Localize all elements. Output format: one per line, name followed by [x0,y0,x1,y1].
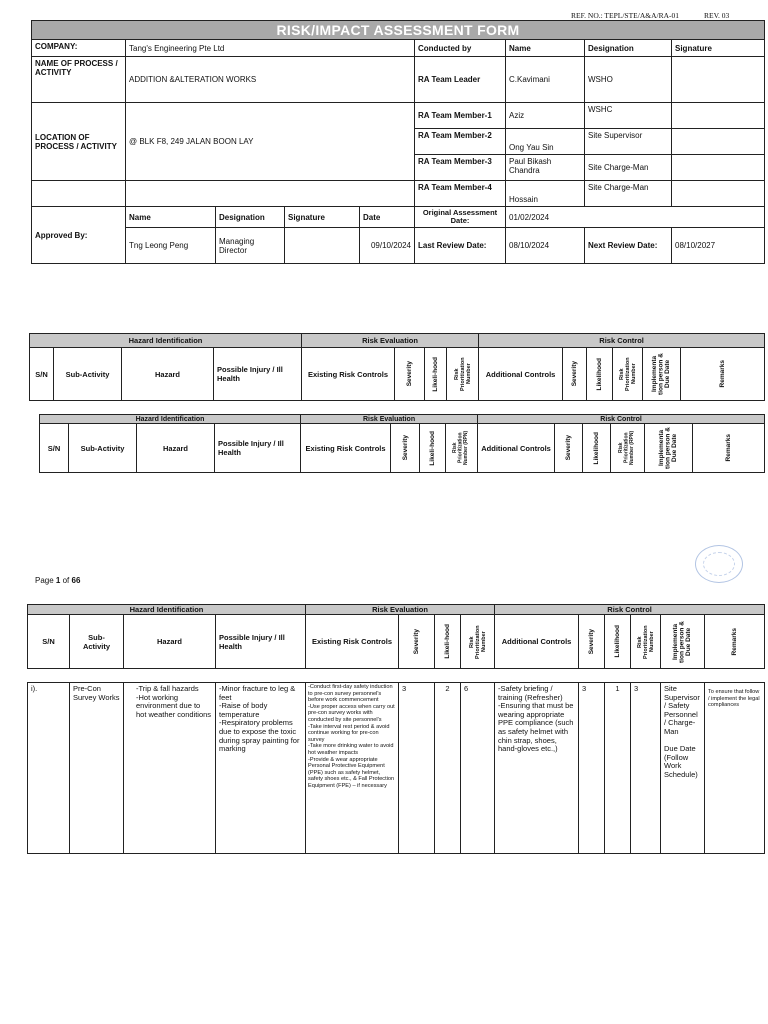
page-number [35,576,80,585]
implementation-header: Implementa tion person & Due Date [671,620,692,663]
row-existing-controls: -Conduct first-day safety induction to pre-con survey personnel's before work commencement -Use proper access when carry out pre-con survey works with conducted by site personnel's -Take interval rest period & avoid continue working for pre-con survey -Take more drinking water to avoid hot weather impacts -Provide & wear appropriate Personal Protective Equipment (PPE) such as safety helmet, safety shoes etc., & Fall Protection Equipment (FPE) – if necessary [306,683,399,854]
last-review-date: 08/10/2024 [506,228,585,264]
injury-header: Possible Injury / Ill Health [214,348,302,401]
row-rpn: 6 [461,683,495,854]
hazard-header: Hazard [122,348,214,401]
sub-activity-header: Sub- Activity [70,615,124,669]
team-member-3-name: Paul Bikash Chandra [506,155,585,181]
rpn-control-header: Risk Prioritization Number [618,357,637,391]
team-leader-name: C.Kavimani [506,57,585,103]
approved-by-label: Approved By: [32,207,126,264]
team-leader-signature [672,57,765,103]
process-value: ADDITION &ALTERATION WORKS [126,57,415,103]
row-injury: -Minor fracture to leg & feet -Raise of body temperature -Respiratory problems due to expose the toxic during spray painting for marking [216,683,306,854]
row-likelihood-after: 1 [605,683,631,854]
revision-number: REV. 03 [704,11,730,20]
hazard-data-table [27,682,765,854]
team-member-1-name: Aziz [506,103,585,129]
team-member-4-name: Hossain [506,181,585,207]
signature-column-header: Signature [672,40,765,57]
approver-designation-header: Designation [216,207,285,228]
rpn-header: Risk Prioritization Number [468,624,487,659]
row-rpn-after: 3 [631,683,661,854]
team-member-1-signature [672,103,765,129]
row-additional-controls: -Safety briefing / training (Refresher) -Ensuring that must be wearing appropriate PPE compliance (such as safety helmet with chin strap, shoes, hand-gloves etc.,) [495,683,579,854]
implementation-header: Implementa tion person & Due Date [657,427,678,469]
conducted-by-label: Conducted by [415,40,506,57]
hazard-identification-group: Hazard Identification [30,334,302,348]
row-sn: i). [28,683,70,854]
risk-control-group: Risk Control [479,334,765,348]
approver-signature [285,228,360,264]
company-value: Tang's Engineering Pte Ltd [126,40,415,57]
row-hazard: -Trip & fall hazards -Hot working environment due to hot weather conditions [124,683,216,854]
table-row [28,683,765,854]
row-likelihood: 2 [435,683,461,854]
risk-evaluation-group: Risk Evaluation [306,605,495,615]
approver-date-header: Date [360,207,415,228]
page-total: 66 [71,576,81,585]
existing-controls-header: Existing Risk Controls [302,348,395,401]
company-label: COMPANY: [32,40,126,57]
sn-header: S/N [40,424,69,473]
severity-control-header: Severity [565,435,573,461]
row-implementation: Site Supervisor / Safety Personnel / Charge-Man Due Date (Follow Work Schedule) [661,683,705,854]
additional-controls-header: Additional Controls [478,424,555,473]
page-label: Page [35,576,54,585]
sn-header: S/N [28,615,70,669]
team-member-4-designation: Site Charge-Man [585,181,672,207]
likelihood-header: Likeli-hood [444,624,452,659]
last-review-label: Last Review Date: [415,228,506,264]
implementation-header: Implementa tion person & Due Date [650,353,671,395]
injury-header: Possible Injury / Ill Health [215,424,301,473]
hazard-header-table-3 [27,604,765,669]
team-member-2-designation: Site Supervisor [585,129,672,155]
risk-evaluation-group: Risk Evaluation [302,334,479,348]
location-label: LOCATION OF PROCESS / ACTIVITY [32,103,126,181]
process-label: NAME OF PROCESS / ACTIVITY [32,57,126,103]
likelihood-control-header: Likelihood [614,625,622,658]
rpn-header: Risk Prioritization Number (RPN) [452,430,470,466]
next-review-label: Next Review Date: [585,228,672,264]
hazard-header: Hazard [124,615,216,669]
severity-header: Severity [401,435,409,461]
team-leader-role: RA Team Leader [415,57,506,103]
remarks-header: Remarks [731,627,739,656]
row-severity: 3 [399,683,435,854]
page-of: of [62,576,70,585]
severity-header: Severity [413,628,421,655]
additional-controls-header: Additional Controls [495,615,579,669]
hazard-header-table-2 [39,414,765,473]
severity-control-header: Severity [571,361,579,387]
hazard-identification-group: Hazard Identification [40,415,301,424]
designation-column-header: Designation [585,40,672,57]
approver-name: Tng Leong Peng [126,228,216,264]
team-member-2-signature [672,129,765,155]
team-member-3-designation: Site Charge-Man [585,155,672,181]
rpn-control-header: Risk Prioritization Number (RPN) [618,430,636,466]
team-member-2-role: RA Team Member-2 [415,129,506,155]
rpn-header: Risk Prioritization Number [453,357,472,391]
row-remarks: To ensure that follow / implement the legal compliances [705,683,765,854]
approver-designation: Managing Director [216,228,285,264]
team-member-2-name: Ong Yau Sin [506,129,585,155]
team-member-1-role: RA Team Member-1 [415,103,506,129]
sn-header: S/N [30,348,54,401]
approver-name-header: Name [126,207,216,228]
original-assessment-date: 01/02/2024 [506,207,765,228]
blank-cell [126,181,415,207]
team-member-3-signature [672,155,765,181]
approver-date: 09/10/2024 [360,228,415,264]
row-sub-activity: Pre-Con Survey Works [70,683,124,854]
additional-controls-header: Additional Controls [479,348,563,401]
assessment-header-table [31,20,765,264]
risk-evaluation-group: Risk Evaluation [301,415,478,424]
hazard-header: Hazard [137,424,215,473]
likelihood-control-header: Likelihood [593,431,601,465]
location-value: @ BLK F8, 249 JALAN BOON LAY [126,103,415,181]
form-title: RISK/IMPACT ASSESSMENT FORM [32,21,765,40]
likelihood-header: Likeli-hood [429,430,437,466]
sub-activity-header: Sub-Activity [69,424,137,473]
team-leader-designation: WSHO [585,57,672,103]
original-assessment-label: Original Assessment Date: [415,207,506,228]
page-current: 1 [55,576,61,585]
row-severity-after: 3 [579,683,605,854]
likelihood-control-header: Likelihood [596,357,604,391]
likelihood-header: Likeli-hood [432,356,440,392]
team-member-4-signature [672,181,765,207]
remarks-header: Remarks [719,360,727,388]
injury-header: Possible Injury / Ill Health [216,615,306,669]
next-review-date: 08/10/2027 [672,228,765,264]
hazard-identification-group: Hazard Identification [28,605,306,615]
existing-controls-header: Existing Risk Controls [301,424,391,473]
risk-control-group: Risk Control [495,605,765,615]
severity-header: Severity [406,361,414,387]
rpn-control-header: Risk Prioritization Number [636,624,655,659]
reference-number: REF. NO.: TEPL/STE/A&A/RA-01 [571,11,680,20]
blank-cell [32,181,126,207]
existing-controls-header: Existing Risk Controls [306,615,399,669]
severity-control-header: Severity [588,628,596,655]
team-member-1-designation: WSHC [585,103,672,129]
team-member-4-role: RA Team Member-4 [415,181,506,207]
hazard-header-table-1 [29,333,765,401]
approver-signature-header: Signature [285,207,360,228]
company-stamp [695,545,743,583]
remarks-header: Remarks [725,434,733,462]
sub-activity-header: Sub-Activity [54,348,122,401]
risk-control-group: Risk Control [478,415,765,424]
name-column-header: Name [506,40,585,57]
team-member-3-role: RA Team Member-3 [415,155,506,181]
